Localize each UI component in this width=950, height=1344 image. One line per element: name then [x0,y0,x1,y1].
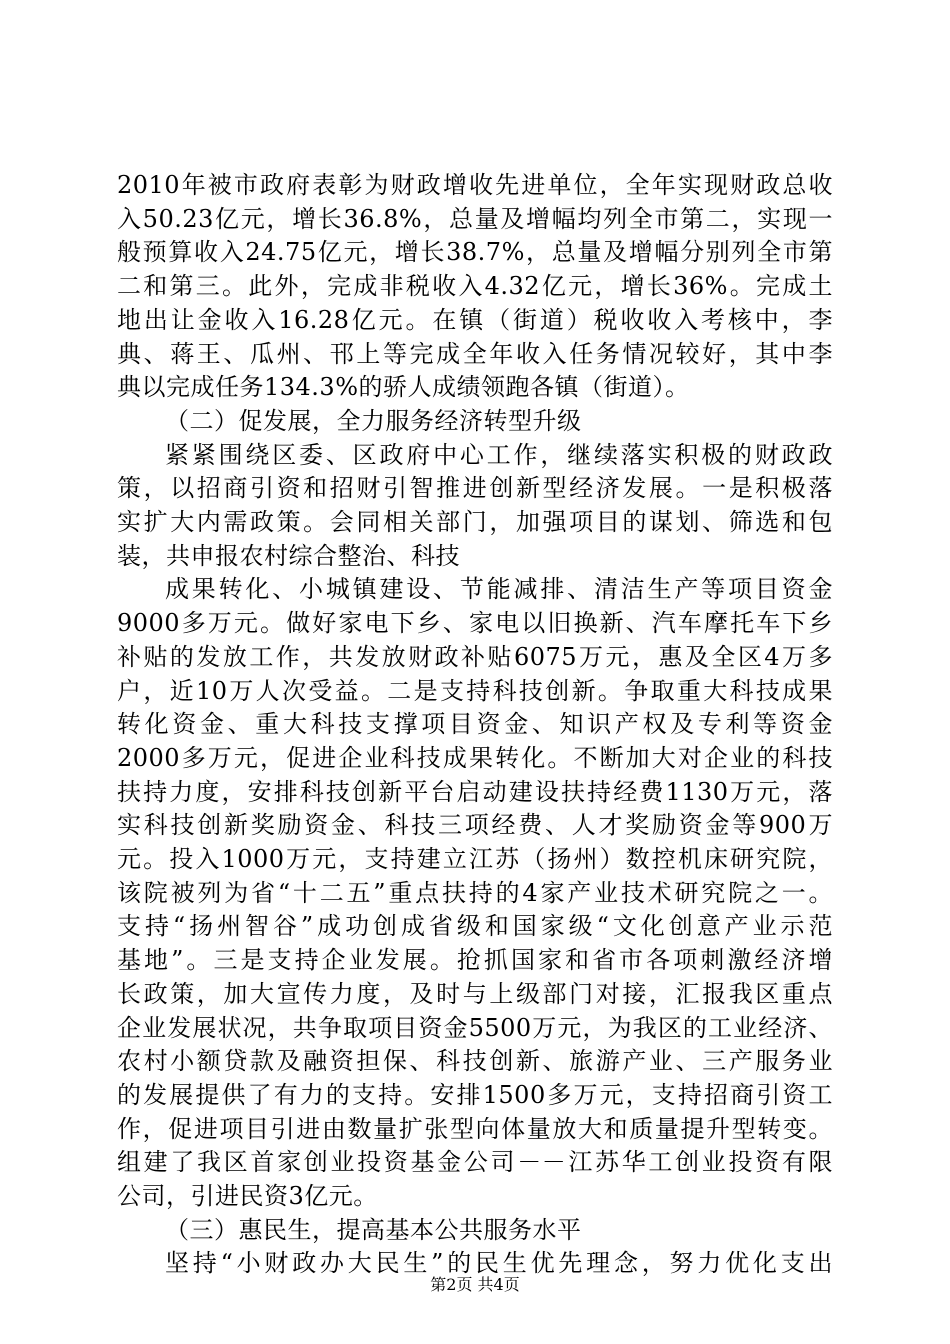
text-line: 典以完成任务134.3%的骄人成绩领跑各镇（街道）。 [117,373,690,402]
text-line: 公司，引进民资3亿元。 [117,1182,378,1210]
text-line: 典、蒋王、瓜州、邗上等完成全年收入任务情况较好，其中李 [117,339,833,368]
text-line: 企业发展状况，共争取项目资金5500万元，为我区的工业经济、 [117,1013,833,1042]
text-line: 入50.23亿元，增长36.8%，总量及增幅均列全市第二，实现一 [117,204,833,233]
text-line: 的发展提供了有力的支持。安排1500多万元，支持招商引资工 [117,1080,833,1109]
text-line: 实科技创新奖励资金、科技三项经费、人才奖励资金等900万 [117,811,833,840]
text-line: 实扩大内需政策。会同相关部门，加强项目的谋划、筛选和包 [117,508,833,536]
text-line: 扶持力度，安排科技创新平台启动建设扶持经费1130万元，落 [117,777,833,806]
text-line: （二）促发展，全力服务经济转型升级 [165,406,582,435]
text-line: 户，近10万人次受益。二是支持科技创新。争取重大科技成果 [117,676,833,705]
page-footer: 第2页 共4页 [430,1275,520,1294]
text-line: 组建了我区首家创业投资基金公司－－江苏华工创业投资有限 [117,1148,833,1177]
text-line: 二和第三。此外，完成非税收入4.32亿元，增长36%。完成土 [117,272,833,301]
text-line: 2000多万元，促进企业科技成果转化。不断加大对企业的科技 [117,743,833,772]
text-line: 般预算收入24.75亿元，增长38.7%，总量及增幅分别列全市第 [117,238,833,267]
text-line: 补贴的发放工作，共发放财政补贴6075万元，惠及全区4万多 [117,642,833,671]
text-line: 长政策，加大宣传力度，及时与上级部门对接，汇报我区重点 [117,979,833,1008]
text-line: 装，共申报农村综合整治、科技 [117,541,460,570]
text-line: 基地”。三是支持企业发展。抢抓国家和省市各项刺激经济增 [117,946,833,975]
text-line: 地出让金收入16.28亿元。在镇（街道）税收收入考核中，李 [117,305,833,334]
text-line: 作，促进项目引进由数量扩张型向体量放大和质量提升型转变。 [117,1114,833,1143]
text-line: 农村小额贷款及融资担保、科技创新、旅游产业、三产服务业 [117,1047,833,1076]
text-line: 9000多万元。做好家电下乡、家电以旧换新、汽车摩托车下乡 [117,609,833,638]
text-line: （三）惠民生，提高基本公共服务水平 [165,1215,582,1244]
text-line: 坚持“小财政办大民生”的民生优先理念，努力优化支出 [165,1249,833,1278]
text-line: 策，以招商引资和招财引智推进创新型经济发展。一是积极落 [117,474,833,503]
text-line: 转化资金、重大科技支撑项目资金、知识产权及专利等资金 [117,710,833,739]
text-line: 成果转化、小城镇建设、节能减排、清洁生产等项目资金 [165,575,833,604]
text-line: 元。投入1000万元，支持建立江苏（扬州）数控机床研究院， [117,845,833,873]
text-line: 2010年被市政府表彰为财政增收先进单位，全年实现财政总收 [117,171,833,199]
text-line: 该院被列为省“十二五”重点扶持的4家产业技术研究院之一。 [117,878,833,907]
text-line: 紧紧围绕区委、区政府中心工作，继续落实积极的财政政 [165,440,833,469]
text-line: 支持“扬州智谷”成功创成省级和国家级“文化创意产业示范 [117,912,833,941]
